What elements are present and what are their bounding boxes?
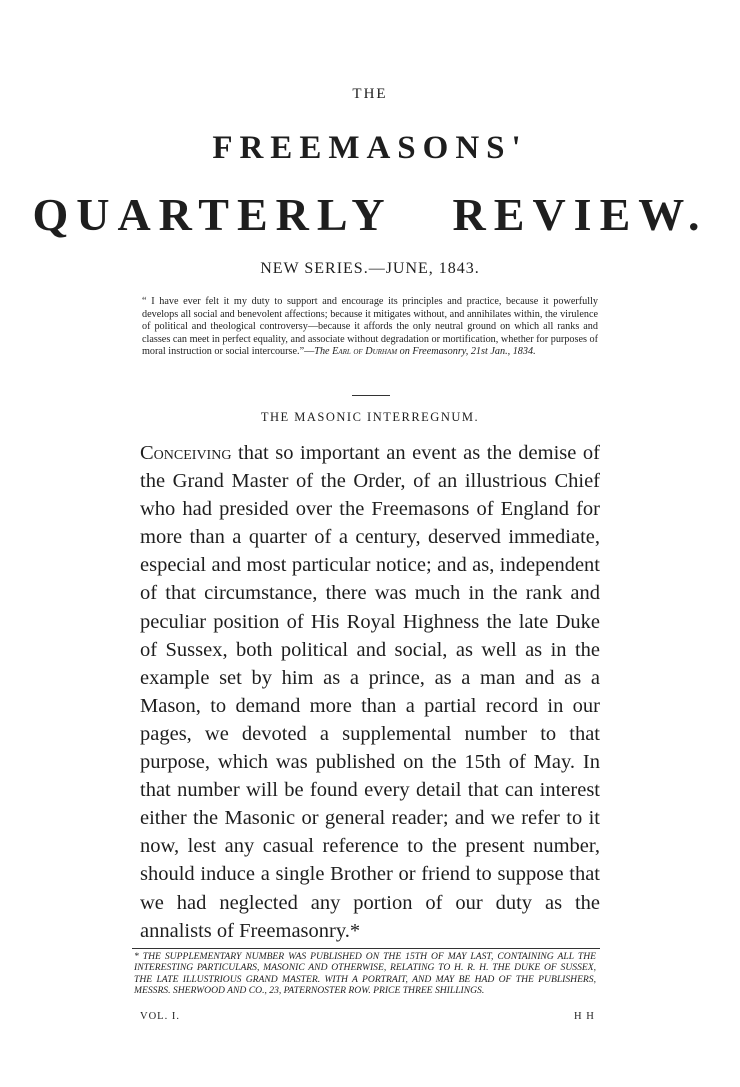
volume-label: VOL. I. — [140, 1011, 180, 1022]
article-body — [140, 439, 600, 945]
masthead-title-line1: FREEMASONS' — [212, 130, 528, 166]
epigraph — [142, 296, 598, 359]
epigraph-source-post: on Freemasonry, 21st Jan., 1834. — [397, 346, 536, 358]
article-lead-word: Conceiving — [140, 442, 232, 464]
epigraph-source-pre: The — [314, 346, 333, 358]
masthead-title-line2 — [0, 188, 740, 241]
masthead-the: THE — [352, 86, 388, 102]
separator-rule — [352, 395, 390, 396]
series-date-line: NEW SERIES.—JUNE, 1843. — [260, 260, 480, 277]
footnote-rule — [132, 948, 600, 949]
signature-mark: H H — [574, 1011, 595, 1022]
epigraph-quote: “ I have ever felt it my duty to support and encourage its principles and practice, because it powerfully develops all social and benevolent affections; because it mitigates without, and annihilates within, the virulence of political and theological controversy—because it affords the only neutral ground on which all ranks and classes can meet in perfect equality, and associate without degradation or mortification, whether for purposes of moral instruction or social intercourse.”— — [142, 296, 598, 358]
footnote: * THE SUPPLEMENTARY NUMBER WAS PUBLISHED ON THE 15TH OF MAY LAST, CONTAINING ALL THE INTERESTING PARTICULARS, MASONIC AND OTHERWISE, RELATING TO H. R. H. THE DUKE OF SUSSEX, THE LATE ILLUSTRIOUS GRAND MASTER. WITH A PORTRAIT, AND MAY BE HAD OF THE PUBLISHERS, MESSRS. SHERWOOD AND CO., 23, PATERNOSTER ROW. PRICE THREE SHILLINGS. — [134, 951, 596, 997]
masthead-word-quarterly: QUARTERLY — [32, 189, 393, 240]
masthead-word-review: REVIEW. — [452, 189, 708, 240]
article-body-text: that so important an event as the demise of the Grand Master of the Order, of an illustrious Chief who had presided over the Freemasons of England for more than a quarter of a century, deserved immediate, especial and most particular notice; and as, independent of that circumstance, there was much in the rank and peculiar position of His Royal Highness the late Duke of Sussex, both political and social, as well as in the example set by him as a prince, as a man and as a Mason, to demand more than a partial record in our pages, we devoted a supplemental number to that purpose, which was published on the 15th of May. In that number will be found every detail that can interest either the Masonic or general reader; and we refer to it now, lest any casual reference to the present number, should induce a single Brother or friend to suppose that we had neglected any portion of our duty as the annalists of Freemasonry.* — [140, 442, 600, 942]
article-title: THE MASONIC INTERREGNUM. — [260, 410, 480, 424]
epigraph-source-name: Earl of Durham — [332, 346, 398, 358]
